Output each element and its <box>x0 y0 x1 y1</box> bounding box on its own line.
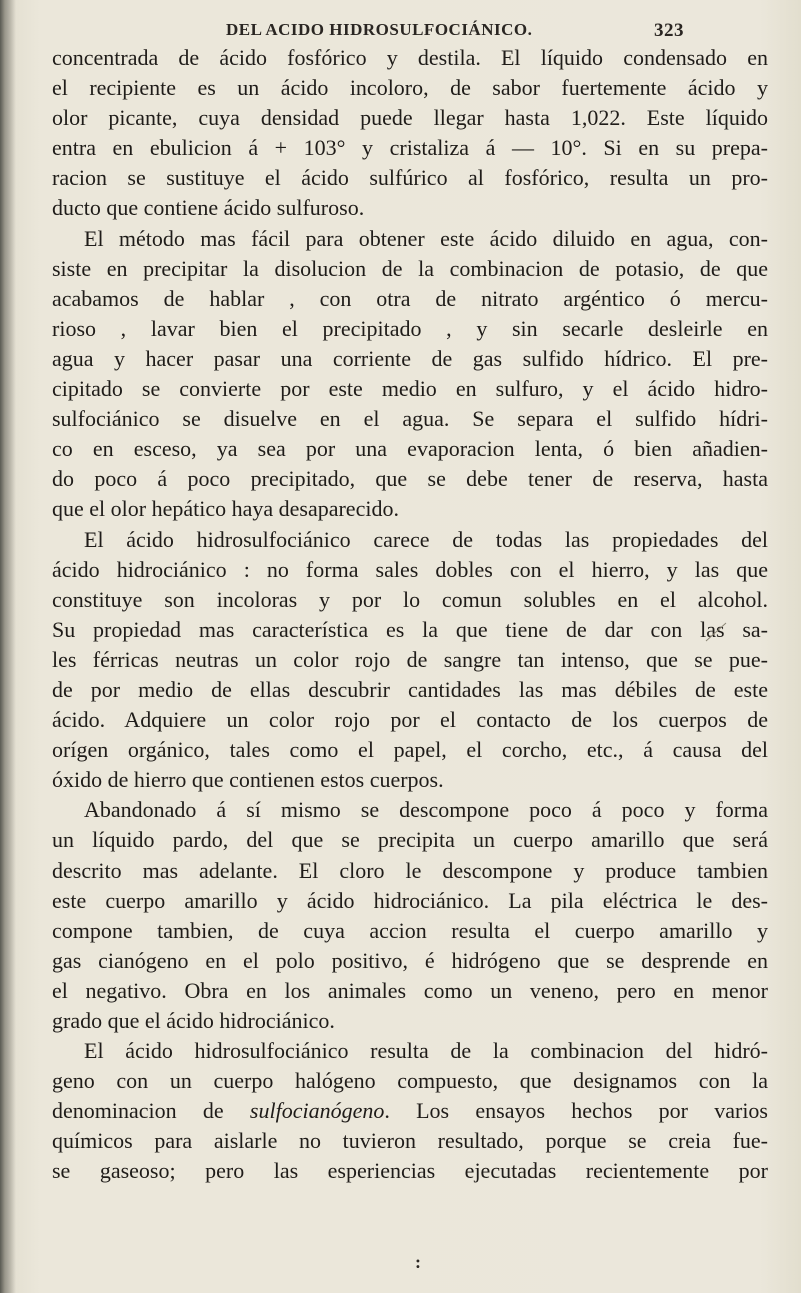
text-line: de por medio de ellas descubrir cantidades las mas débiles de este <box>52 676 768 702</box>
text-line: El método mas fácil para obtener este ácido diluido en agua, con- <box>84 225 768 251</box>
text-line: químicos para aislarle no tuvieron resultado, porque se creia fue- <box>52 1128 768 1154</box>
text-line: constituye son incoloras y por lo comun solubles en el alcohol. <box>52 586 768 612</box>
text-line: acabamos de hablar , con otra de nitrato argéntico ó mercu- <box>52 285 768 311</box>
text-line: El ácido hidrosulfociánico resulta de la combinacion del hidró- <box>84 1038 768 1064</box>
text-line: el negativo. Obra en los animales como un veneno, pero en menor <box>52 977 768 1003</box>
running-title: DEL ACIDO HIDROSULFOCIÁNICO. <box>226 20 533 39</box>
text-line: Abandonado á sí mismo se descompone poco á poco y forma <box>84 797 768 823</box>
text-line: racion se sustituye el ácido sulfúrico al fosfórico, resulta un pro- <box>52 165 768 191</box>
text-line: ácido. Adquiere un color rojo por el contacto de los cuerpos de <box>52 707 768 733</box>
text-line: agua y hacer pasar una corriente de gas sulfido hídrico. El pre- <box>52 345 768 371</box>
text-line: este cuerpo amarillo y ácido hidrociánico. La pila eléctrica le des- <box>52 887 768 913</box>
text-line: descrito mas adelante. El cloro le descompone y produce tambien <box>52 857 768 883</box>
text-line: concentrada de ácido fosfórico y destila. El líquido condensado en <box>52 45 768 70</box>
text-line: se gaseoso; pero las esperiencias ejecutadas recientemente por <box>52 1158 768 1184</box>
text-line: compone tambien, de cuya accion resulta el cuerpo amarillo y <box>52 917 768 943</box>
text-line: sulfociánico se disuelve en el agua. Se separa el sulfido hídri- <box>52 406 768 432</box>
text-line: gas cianógeno en el polo positivo, é hidrógeno que se desprende en <box>52 947 768 973</box>
text-line: denominacion de sulfocianógeno. Los ensayos hechos por varios <box>52 1098 768 1124</box>
text-line: entra en ebulicion á + 103° y cristaliza á — 10°. Si en su prepa- <box>52 135 768 161</box>
signature-mark: : <box>415 1252 421 1272</box>
text-line: geno con un cuerpo halógeno compuesto, que designamos con la <box>52 1068 768 1094</box>
text-line: Su propiedad mas característica es la que tiene de dar con las sa- <box>52 616 768 642</box>
text-line: cipitado se convierte por este medio en sulfuro, y el ácido hidro- <box>52 376 768 402</box>
text-line: ácido hidrociánico : no forma sales dobles con el hierro, y las que <box>52 556 768 582</box>
text-line: siste en precipitar la disolucion de la combinacion de potasio, de que <box>52 255 768 281</box>
text-line: olor picante, cuya densidad puede llegar hasta 1,022. Este líquido <box>52 105 768 131</box>
text-line: óxido de hierro que contienen estos cuerpos. <box>52 767 444 793</box>
text-line: rioso , lavar bien el precipitado , y sin secarle desleirle en <box>52 315 768 341</box>
text-line: ducto que contiene ácido sulfuroso. <box>52 195 365 221</box>
binding-shadow <box>0 0 16 1293</box>
text-line: orígen orgánico, tales como el papel, el corcho, etc., á causa del <box>52 737 768 763</box>
body-text <box>52 43 768 1187</box>
text-line: el recipiente es un ácido incoloro, de sabor fuertemente ácido y <box>52 75 768 101</box>
text-line: do poco á poco precipitado, que se debe tener de reserva, hasta <box>52 466 768 492</box>
text-line: grado que el ácido hidrociánico. <box>52 1008 335 1033</box>
text-line: co en esceso, ya sea por una evaporacion lenta, ó bien añadien- <box>52 436 768 462</box>
text-line: El ácido hidrosulfociánico carece de todas las propiedades del <box>84 526 768 552</box>
text-line: les férricas neutras un color rojo de sangre tan intenso, que se pue- <box>52 646 768 672</box>
text-line: un líquido pardo, del que se precipita un cuerpo amarillo que será <box>52 827 768 853</box>
pencil-annotation-mark <box>705 622 727 642</box>
text-line: que el olor hepático haya desaparecido. <box>52 496 399 522</box>
italic-term: sulfocianógeno <box>249 1098 385 1124</box>
page-number: 323 <box>654 20 684 41</box>
